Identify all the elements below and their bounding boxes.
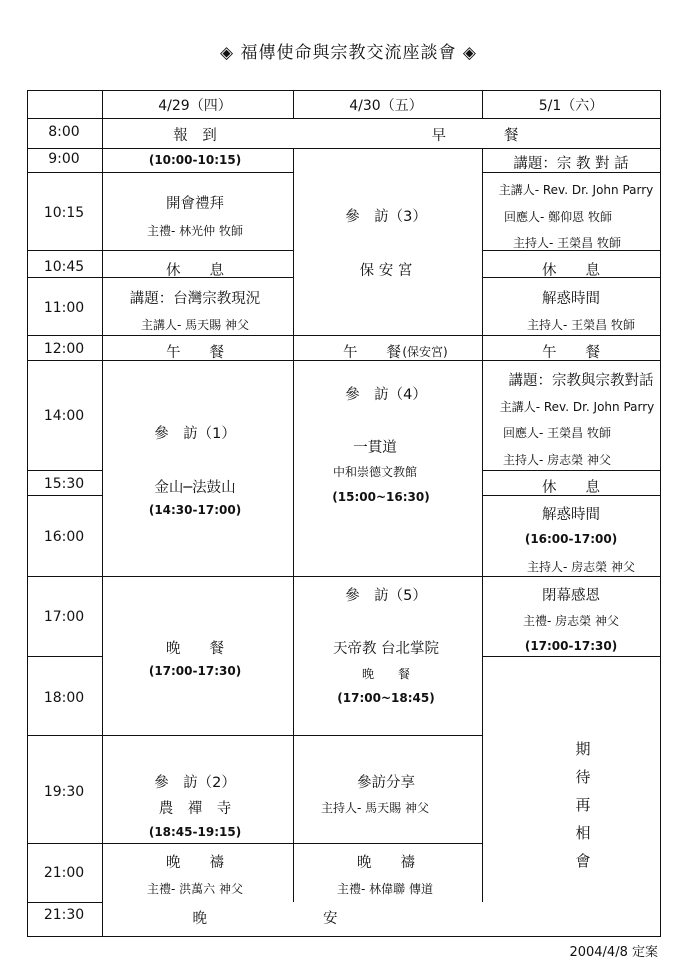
lunch-label: 午 餐	[343, 345, 401, 361]
time-label: 8:00	[48, 124, 80, 140]
time-label: 10:15	[43, 205, 85, 221]
closing-label: 閉幕感恩	[542, 588, 600, 604]
visit-3-place: 保 安 宮	[359, 263, 413, 279]
evening-prayer-host: 主禮- 洪萬六 神父	[147, 882, 243, 896]
dialogue2-speaker: 主講人- Rev. Dr. John Parry	[499, 400, 655, 414]
visit-5-dinner: 晚 餐	[361, 667, 411, 681]
checkin-time: (10:00-10:15)	[148, 153, 242, 167]
time-label: 19:30	[43, 784, 85, 800]
lunch-label: 午 餐	[166, 345, 224, 361]
evening-prayer: 晚 禱	[166, 855, 224, 871]
opening-worship: 開會禮拜	[166, 196, 224, 212]
break-label: 休 息	[542, 263, 600, 279]
dialogue-respondent: 回應人- 鄭仰恩 牧師	[504, 210, 612, 224]
time-label: 17:00	[43, 609, 85, 625]
qa-host-2: 主持人- 房志榮 神父	[527, 560, 635, 574]
page-title: ◈ 福傳使命與宗教交流座談會 ◈	[220, 43, 477, 63]
opening-host: 主禮- 林光仲 牧師	[147, 224, 243, 238]
time-label: 21:30	[43, 907, 85, 923]
qa-label-2: 解惑時間	[542, 507, 600, 523]
footer-date: 2004/4/8 定案	[569, 945, 658, 960]
visit-4-sub: 中和崇德文教館	[332, 465, 418, 479]
sharing-host: 主持人- 馬天賜 神父	[321, 801, 429, 815]
time-label: 18:00	[43, 690, 85, 706]
visit-1-place: 金山─法鼓山	[154, 480, 236, 496]
dinner-time: (17:00-17:30)	[148, 664, 242, 678]
visit-1-time: (14:30-17:00)	[148, 503, 242, 517]
day-header-3: 5/1（六）	[538, 98, 604, 114]
time-label: 10:45	[43, 259, 85, 275]
visit-2-place: 農 禪 寺	[158, 801, 232, 817]
checkin-label: 報 到	[173, 128, 217, 144]
dialogue2-host: 主持人- 房志榮 神父	[503, 453, 611, 467]
visit-1: 參 訪（1）	[154, 426, 236, 442]
time-label: 12:00	[43, 341, 85, 357]
dialogue2-title: 講題：宗教與宗教對話	[508, 373, 654, 389]
visit-5-place: 天帝教 台北掌院	[332, 641, 440, 657]
visit-5: 參 訪（5）	[345, 588, 427, 604]
talk-speaker: 主講人- 馬天賜 神父	[141, 318, 249, 332]
evening-prayer-host: 主禮- 林偉聯 傳道	[337, 882, 433, 896]
visit-5-time: (17:00~18:45)	[337, 691, 435, 705]
qa-host: 主持人- 王榮昌 牧師	[527, 318, 635, 332]
visit-4-place: 一貫道	[353, 440, 397, 456]
day-header-1: 4/29（四）	[158, 98, 232, 114]
break-label-2: 休 息	[542, 480, 600, 496]
dialogue-host: 主持人- 王榮昌 牧師	[513, 236, 621, 250]
visit-4: 參 訪（4）	[345, 387, 427, 403]
goodnight-label: 晚 安	[192, 911, 338, 927]
dialogue-speaker: 主講人- Rev. Dr. John Parry	[498, 183, 654, 197]
visit-3: 參 訪（3）	[345, 209, 427, 225]
dinner-label: 晚 餐	[166, 641, 224, 657]
closing-time: (17:00-17:30)	[524, 639, 618, 653]
dialogue2-respondent: 回應人- 王榮昌 牧師	[503, 426, 611, 440]
day-header-2: 4/30（五）	[349, 98, 423, 114]
sharing-label: 參訪分享	[357, 775, 415, 791]
time-label: 16:00	[43, 529, 85, 545]
evening-prayer: 晚 禱	[357, 855, 415, 871]
farewell-vertical: 期待再相會	[575, 740, 591, 870]
visit-4-time: (15:00~16:30)	[332, 490, 430, 504]
qa-time-2: (16:00-17:00)	[524, 532, 618, 546]
time-label: 9:00	[48, 151, 80, 167]
time-label: 11:00	[43, 300, 85, 316]
closing-host: 主禮- 房志榮 神父	[523, 614, 619, 628]
lunch-note: (保安宮)	[402, 345, 448, 359]
time-label: 14:00	[43, 408, 85, 424]
dialogue-title: 講題：宗 教 對 話	[513, 156, 629, 172]
visit-2: 參 訪（2）	[154, 775, 236, 791]
visit-2-time: (18:45-19:15)	[148, 825, 242, 839]
time-label: 21:00	[43, 865, 85, 881]
talk-title: 講題：台灣宗教現況	[129, 291, 261, 307]
break-label: 休 息	[166, 263, 224, 279]
qa-label: 解惑時間	[542, 291, 600, 307]
time-label: 15:30	[43, 476, 85, 492]
breakfast-label: 早 餐	[431, 128, 519, 144]
lunch-label: 午 餐	[542, 345, 600, 361]
